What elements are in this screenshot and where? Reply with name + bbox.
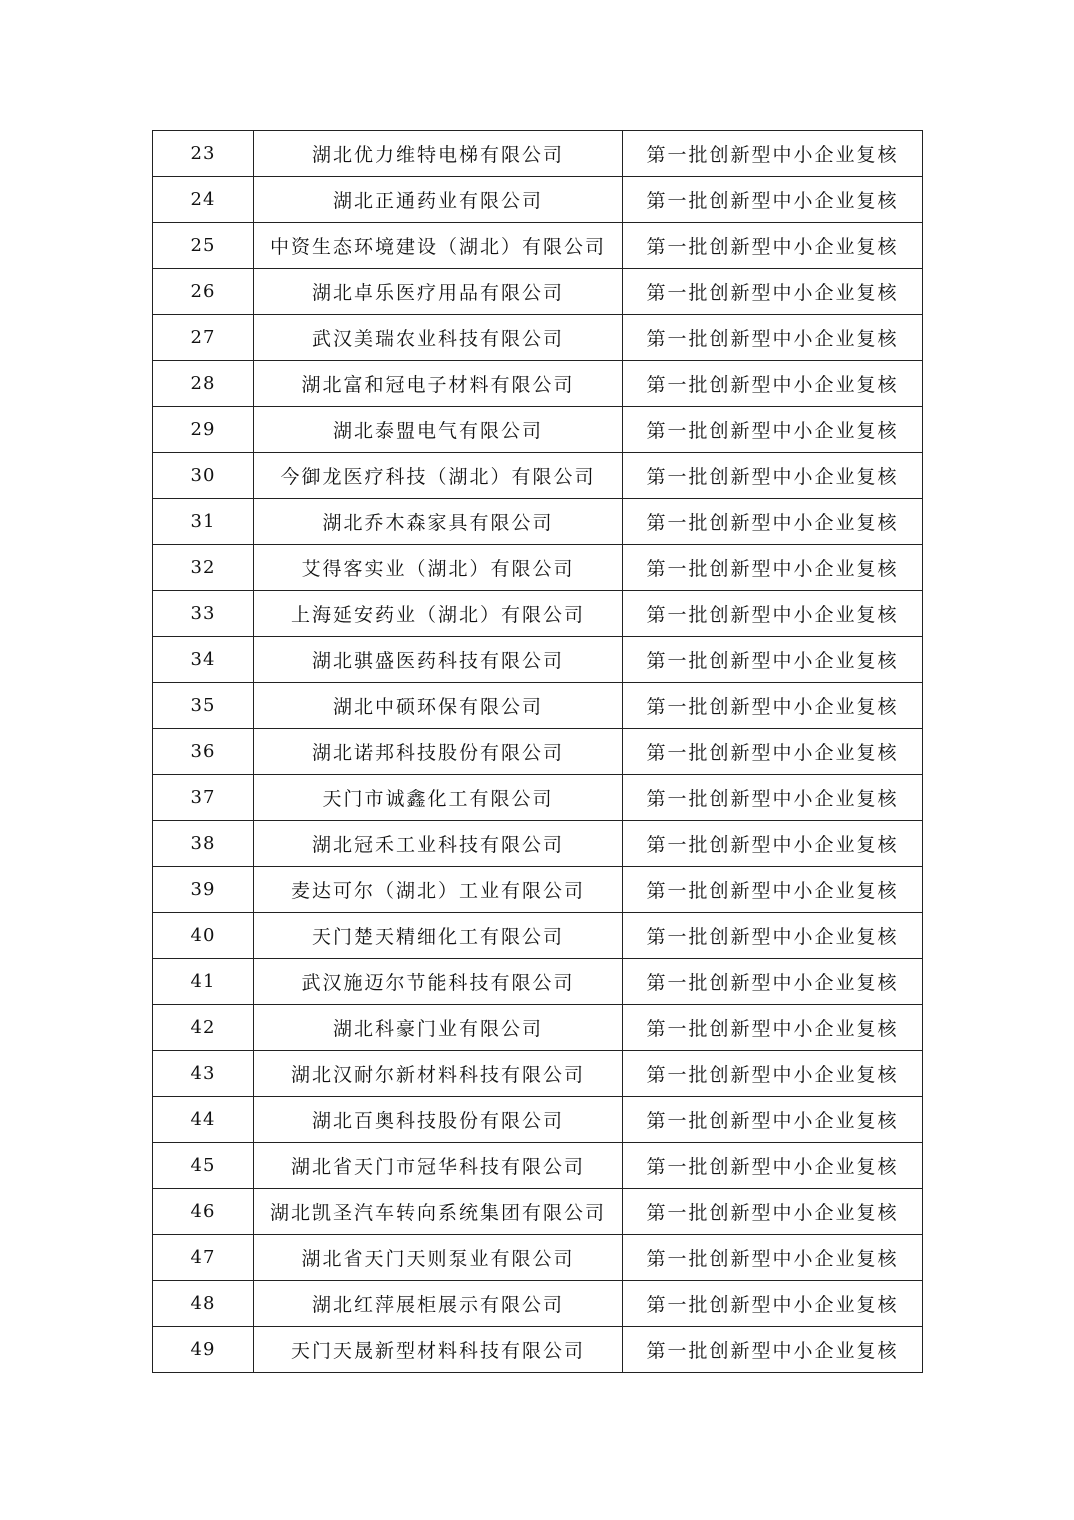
category-label: 第一批创新型中小企业复核: [623, 269, 923, 315]
company-name: 麦达可尔（湖北）工业有限公司: [254, 867, 623, 913]
row-number: 31: [153, 499, 254, 545]
company-list-table: [152, 130, 923, 1373]
company-name: 武汉美瑞农业科技有限公司: [254, 315, 623, 361]
table-row: [153, 1005, 923, 1051]
table-row: [153, 683, 923, 729]
category-label: 第一批创新型中小企业复核: [623, 545, 923, 591]
table-row: [153, 1097, 923, 1143]
company-name: 湖北红萍展柜展示有限公司: [254, 1281, 623, 1327]
row-number: 46: [153, 1189, 254, 1235]
category-label: 第一批创新型中小企业复核: [623, 683, 923, 729]
table-row: [153, 223, 923, 269]
category-label: 第一批创新型中小企业复核: [623, 775, 923, 821]
company-name: 中资生态环境建设（湖北）有限公司: [254, 223, 623, 269]
row-number: 25: [153, 223, 254, 269]
category-label: 第一批创新型中小企业复核: [623, 867, 923, 913]
row-number: 36: [153, 729, 254, 775]
table-row: [153, 1281, 923, 1327]
row-number: 38: [153, 821, 254, 867]
row-number: 34: [153, 637, 254, 683]
table-row: [153, 361, 923, 407]
row-number: 41: [153, 959, 254, 1005]
company-name: 湖北诺邦科技股份有限公司: [254, 729, 623, 775]
table-row: [153, 407, 923, 453]
company-name: 湖北冠禾工业科技有限公司: [254, 821, 623, 867]
company-name: 湖北中硕环保有限公司: [254, 683, 623, 729]
company-name: 上海延安药业（湖北）有限公司: [254, 591, 623, 637]
table-row: [153, 867, 923, 913]
company-name: 湖北乔木森家具有限公司: [254, 499, 623, 545]
table-row: [153, 131, 923, 177]
row-number: 23: [153, 131, 254, 177]
category-label: 第一批创新型中小企业复核: [623, 1281, 923, 1327]
table-row: [153, 1143, 923, 1189]
company-name: 湖北省天门市冠华科技有限公司: [254, 1143, 623, 1189]
table-row: [153, 637, 923, 683]
category-label: 第一批创新型中小企业复核: [623, 729, 923, 775]
table-row: [153, 1327, 923, 1373]
row-number: 47: [153, 1235, 254, 1281]
category-label: 第一批创新型中小企业复核: [623, 1327, 923, 1373]
category-label: 第一批创新型中小企业复核: [623, 499, 923, 545]
category-label: 第一批创新型中小企业复核: [623, 407, 923, 453]
category-label: 第一批创新型中小企业复核: [623, 1097, 923, 1143]
row-number: 44: [153, 1097, 254, 1143]
row-number: 24: [153, 177, 254, 223]
row-number: 32: [153, 545, 254, 591]
table-row: [153, 1051, 923, 1097]
row-number: 48: [153, 1281, 254, 1327]
category-label: 第一批创新型中小企业复核: [623, 1005, 923, 1051]
row-number: 28: [153, 361, 254, 407]
company-name: 艾得客实业（湖北）有限公司: [254, 545, 623, 591]
category-label: 第一批创新型中小企业复核: [623, 637, 923, 683]
row-number: 26: [153, 269, 254, 315]
table-row: [153, 775, 923, 821]
category-label: 第一批创新型中小企业复核: [623, 1235, 923, 1281]
company-name: 湖北优力维特电梯有限公司: [254, 131, 623, 177]
table-body: [153, 131, 923, 1373]
row-number: 27: [153, 315, 254, 361]
row-number: 43: [153, 1051, 254, 1097]
category-label: 第一批创新型中小企业复核: [623, 591, 923, 637]
table-row: [153, 453, 923, 499]
category-label: 第一批创新型中小企业复核: [623, 1143, 923, 1189]
row-number: 40: [153, 913, 254, 959]
company-name: 湖北正通药业有限公司: [254, 177, 623, 223]
row-number: 39: [153, 867, 254, 913]
company-name: 今御龙医疗科技（湖北）有限公司: [254, 453, 623, 499]
table-row: [153, 821, 923, 867]
company-name: 天门市诚鑫化工有限公司: [254, 775, 623, 821]
category-label: 第一批创新型中小企业复核: [623, 821, 923, 867]
category-label: 第一批创新型中小企业复核: [623, 913, 923, 959]
category-label: 第一批创新型中小企业复核: [623, 177, 923, 223]
company-name: 湖北汉耐尔新材料科技有限公司: [254, 1051, 623, 1097]
table-row: [153, 591, 923, 637]
company-name: 湖北凯圣汽车转向系统集团有限公司: [254, 1189, 623, 1235]
company-name: 湖北泰盟电气有限公司: [254, 407, 623, 453]
table-row: [153, 315, 923, 361]
category-label: 第一批创新型中小企业复核: [623, 131, 923, 177]
table-row: [153, 913, 923, 959]
category-label: 第一批创新型中小企业复核: [623, 1189, 923, 1235]
table-row: [153, 1235, 923, 1281]
category-label: 第一批创新型中小企业复核: [623, 361, 923, 407]
company-name: 湖北省天门天则泵业有限公司: [254, 1235, 623, 1281]
category-label: 第一批创新型中小企业复核: [623, 959, 923, 1005]
row-number: 49: [153, 1327, 254, 1373]
table-row: [153, 545, 923, 591]
table-row: [153, 959, 923, 1005]
category-label: 第一批创新型中小企业复核: [623, 223, 923, 269]
company-name: 湖北百奥科技股份有限公司: [254, 1097, 623, 1143]
row-number: 42: [153, 1005, 254, 1051]
table-row: [153, 269, 923, 315]
category-label: 第一批创新型中小企业复核: [623, 315, 923, 361]
row-number: 30: [153, 453, 254, 499]
row-number: 45: [153, 1143, 254, 1189]
row-number: 33: [153, 591, 254, 637]
company-name: 湖北骐盛医药科技有限公司: [254, 637, 623, 683]
company-name: 天门天晟新型材料科技有限公司: [254, 1327, 623, 1373]
company-name: 湖北富和冠电子材料有限公司: [254, 361, 623, 407]
company-name: 天门楚天精细化工有限公司: [254, 913, 623, 959]
table-row: [153, 177, 923, 223]
category-label: 第一批创新型中小企业复核: [623, 453, 923, 499]
row-number: 29: [153, 407, 254, 453]
category-label: 第一批创新型中小企业复核: [623, 1051, 923, 1097]
table-row: [153, 1189, 923, 1235]
table-row: [153, 499, 923, 545]
table-row: [153, 729, 923, 775]
company-name: 湖北卓乐医疗用品有限公司: [254, 269, 623, 315]
company-name: 湖北科豪门业有限公司: [254, 1005, 623, 1051]
row-number: 35: [153, 683, 254, 729]
company-name: 武汉施迈尔节能科技有限公司: [254, 959, 623, 1005]
row-number: 37: [153, 775, 254, 821]
